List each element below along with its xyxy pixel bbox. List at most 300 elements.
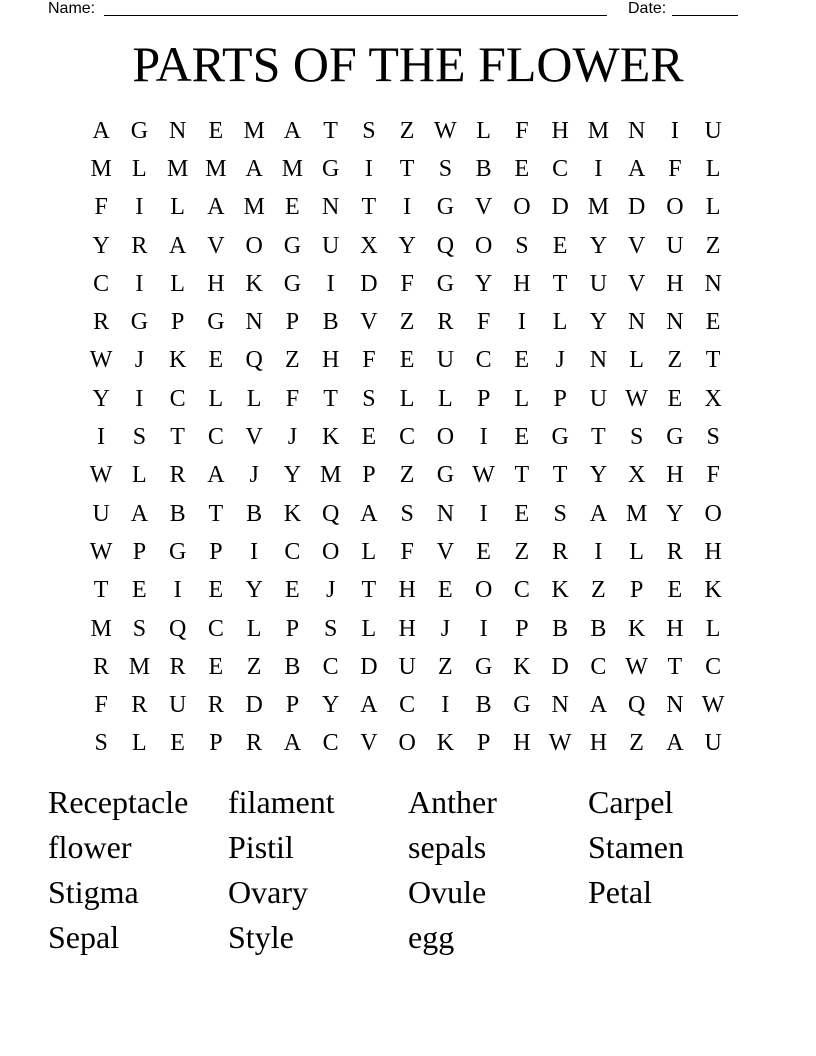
grid-letter: R [552, 538, 569, 565]
grid-letter: F [362, 347, 376, 374]
grid-letter: G [207, 309, 225, 336]
grid-letter: L [170, 194, 185, 221]
grid-letter: U [589, 385, 608, 412]
grid-letter: N [168, 117, 187, 144]
grid-letter: W [548, 730, 572, 757]
grid-letter: T [514, 462, 530, 489]
grid-letter: P [515, 615, 529, 642]
grid-letter: E [132, 577, 147, 604]
grid-letter: R [207, 692, 224, 719]
grid-letter: C [399, 692, 416, 719]
grid-letter: N [666, 309, 684, 336]
grid-letter: H [321, 347, 340, 374]
grid-letter: E [476, 538, 491, 565]
grid-letter: I [479, 500, 488, 527]
grid-letter: A [589, 500, 608, 527]
grid-letter: X [360, 232, 378, 259]
grid-letter: E [514, 347, 530, 374]
grid-letter: T [323, 385, 338, 412]
grid-letter: U [589, 270, 608, 297]
grid-letter: O [704, 500, 722, 527]
grid-letter: S [362, 385, 376, 412]
grid-letter: F [400, 538, 414, 565]
grid-letter: L [246, 385, 262, 412]
grid-letter: N [245, 309, 263, 336]
grid-letter: M [625, 500, 648, 527]
grid-letter: Z [399, 309, 415, 336]
grid-letter: G [321, 155, 340, 182]
grid-letter: L [208, 385, 224, 412]
grid-letter: G [436, 270, 455, 297]
grid-letter: C [475, 347, 492, 374]
name-blank-line [104, 14, 607, 16]
word-bank-item: filament [228, 784, 335, 820]
grid-letter: L [361, 615, 377, 642]
grid-letter: Z [667, 347, 683, 374]
grid-letter: G [666, 424, 684, 451]
grid-letter: S [706, 424, 720, 451]
grid-letter: S [323, 615, 338, 642]
grid-letter: G [283, 270, 302, 297]
date-label: Date: [628, 0, 667, 17]
grid-letter: B [284, 653, 301, 680]
grid-letter: D [627, 194, 646, 221]
grid-letter: H [398, 615, 416, 642]
grid-letter: E [667, 385, 683, 412]
grid-letter: R [131, 692, 148, 719]
grid-letter: K [168, 347, 187, 374]
grid-letter: G [551, 424, 569, 451]
grid-letter: G [513, 692, 531, 719]
grid-letter: L [170, 270, 185, 297]
worksheet-header [48, 0, 740, 20]
grid-letter: Q [321, 500, 340, 527]
grid-letter: V [474, 194, 493, 221]
grid-letter: N [321, 194, 340, 221]
grid-letter: D [551, 653, 569, 680]
grid-letter: J [440, 615, 451, 642]
grid-letter: C [322, 653, 339, 680]
grid-letter: A [360, 500, 378, 527]
grid-letter: Y [92, 385, 110, 412]
grid-letter: O [474, 232, 493, 259]
word-bank-item: Receptacle [48, 784, 189, 820]
grid-letter: I [479, 615, 488, 642]
grid-letter: I [97, 424, 106, 451]
grid-letter: L [361, 538, 377, 565]
grid-letter: W [701, 692, 725, 719]
grid-letter: S [94, 730, 108, 757]
word-bank-item: flower [48, 829, 132, 865]
grid-letter: E [208, 653, 224, 680]
grid-letter: M [587, 117, 610, 144]
grid-letter: T [591, 424, 606, 451]
grid-letter: E [208, 347, 224, 374]
grid-letter: A [207, 462, 225, 489]
grid-letter: L [629, 538, 644, 565]
word-bank-item: sepals [408, 829, 487, 865]
grid-letter: Z [514, 538, 530, 565]
grid-letter: L [629, 347, 644, 374]
grid-letter: M [243, 117, 265, 144]
grid-letter: C [93, 270, 110, 297]
grid-letter: Z [285, 347, 300, 374]
grid-letter: H [207, 270, 225, 297]
grid-letter: N [627, 309, 646, 336]
grid-letter: E [170, 730, 185, 757]
grid-letter: X [627, 462, 646, 489]
grid-letter: E [667, 577, 683, 604]
grid-letter: N [627, 117, 646, 144]
grid-letter: D [551, 194, 569, 221]
grid-letter: Q [245, 347, 263, 374]
grid-letter: A [207, 194, 225, 221]
grid-letter: R [131, 232, 148, 259]
grid-letter: G [436, 462, 455, 489]
grid-letter: L [705, 194, 721, 221]
grid-letter: S [515, 232, 529, 259]
grid-letter: N [666, 692, 684, 719]
grid-letter: C [399, 424, 416, 451]
word-bank-item: Pistil [228, 829, 294, 865]
grid-letter: S [553, 500, 567, 527]
grid-letter: K [627, 615, 646, 642]
grid-letter: Y [245, 577, 263, 604]
grid-letter: Y [666, 500, 684, 527]
grid-letter: S [629, 424, 644, 451]
grid-letter: P [285, 692, 300, 719]
grid-letter: B [475, 692, 492, 719]
grid-letter: L [399, 385, 415, 412]
grid-letter: K [245, 270, 263, 297]
grid-letter: V [207, 232, 225, 259]
grid-letter: N [704, 270, 722, 297]
grid-letter: G [436, 194, 455, 221]
grid-letter: W [625, 385, 648, 412]
grid-letter: B [169, 500, 186, 527]
grid-letter: I [135, 385, 144, 412]
grid-letter: R [246, 730, 263, 757]
grid-letter: E [361, 424, 377, 451]
grid-letter: Y [398, 232, 416, 259]
grid-letter: I [135, 194, 144, 221]
grid-letter: A [283, 730, 302, 757]
grid-letter: Y [474, 270, 493, 297]
grid-letter: F [668, 155, 682, 182]
word-bank-item: Petal [588, 874, 652, 910]
grid-letter: J [555, 347, 565, 374]
grid-letter: E [552, 232, 568, 259]
grid-letter: K [513, 653, 531, 680]
grid-letter: S [132, 424, 147, 451]
grid-letter: L [552, 309, 568, 336]
grid-letter: A [666, 730, 684, 757]
word-bank-item: Stigma [48, 874, 139, 910]
word-bank-item: Carpel [588, 784, 674, 820]
grid-letter: I [594, 155, 603, 182]
grid-letter: T [170, 424, 185, 451]
word-bank-item: Anther [408, 784, 497, 820]
grid-letter: F [515, 117, 529, 144]
grid-letter: E [208, 577, 224, 604]
grid-letter: J [325, 577, 336, 604]
grid-letter: F [400, 270, 414, 297]
grid-letter: A [168, 232, 187, 259]
grid-letter: C [169, 385, 186, 412]
grid-letter: E [438, 577, 453, 604]
grid-letter: Y [283, 462, 302, 489]
grid-letter: D [245, 692, 263, 719]
grid-letter: L [514, 385, 530, 412]
grid-letter: E [514, 424, 530, 451]
grid-letter: M [243, 194, 265, 221]
grid-letter: T [705, 347, 721, 374]
grid-letter: U [168, 692, 187, 719]
grid-letter: V [436, 538, 455, 565]
grid-letter: M [281, 155, 304, 182]
grid-letter: T [361, 577, 377, 604]
grid-letter: M [90, 155, 112, 182]
grid-letter: R [93, 309, 110, 336]
grid-letter: T [93, 577, 109, 604]
grid-letter: L [705, 155, 721, 182]
grid-letter: O [436, 424, 455, 451]
grid-letter: C [513, 577, 530, 604]
grid-letter: M [166, 155, 189, 182]
grid-letter: M [205, 155, 227, 182]
grid-letter: Y [589, 232, 608, 259]
grid-letter: Y [589, 309, 608, 336]
grid-letter: H [513, 270, 531, 297]
grid-letter: U [321, 232, 340, 259]
grid-letter: L [132, 462, 147, 489]
grid-letter: P [285, 615, 300, 642]
grid-letter: L [476, 117, 491, 144]
grid-letter: C [590, 653, 607, 680]
grid-letter: Y [92, 232, 110, 259]
grid-letter: B [552, 615, 569, 642]
grid-letter: A [245, 155, 263, 182]
grid-letter: B [475, 155, 492, 182]
grid-letter: W [89, 462, 113, 489]
grid-letter: O [398, 730, 416, 757]
grid-letter: W [89, 538, 113, 565]
grid-letter: K [321, 424, 340, 451]
grid-letter: M [587, 194, 610, 221]
word-bank-item: Ovule [408, 874, 487, 910]
grid-letter: W [434, 117, 457, 144]
grid-letter: Q [168, 615, 187, 642]
grid-letter: A [130, 500, 149, 527]
grid-letter: W [89, 347, 113, 374]
grid-letter: F [476, 309, 491, 336]
grid-letter: L [246, 615, 262, 642]
grid-letter: Z [629, 730, 644, 757]
grid-letter: R [93, 653, 110, 680]
grid-letter: D [360, 270, 378, 297]
grid-letter: C [705, 653, 722, 680]
grid-letter: K [704, 577, 722, 604]
grid-letter: Y [589, 462, 608, 489]
word-bank-item: Stamen [588, 829, 684, 865]
grid-letter: L [132, 730, 147, 757]
grid-letter: F [285, 385, 300, 412]
grid-letter: P [209, 538, 223, 565]
grid-letter: E [208, 117, 224, 144]
grid-letter: P [209, 730, 223, 757]
grid-letter: R [666, 538, 683, 565]
grid-letter: P [362, 462, 376, 489]
grid-letter: L [132, 155, 147, 182]
grid-letter: Y [321, 692, 340, 719]
grid-letter: I [364, 155, 373, 182]
grid-letter: H [704, 538, 722, 565]
grid-letter: E [285, 577, 300, 604]
grid-letter: I [135, 270, 144, 297]
grid-letter: J [287, 424, 298, 451]
grid-letter: H [398, 577, 416, 604]
grid-letter: S [400, 500, 414, 527]
grid-letter: A [283, 117, 302, 144]
grid-letter: K [283, 500, 302, 527]
grid-letter: H [666, 270, 684, 297]
grid-letter: T [323, 117, 338, 144]
grid-letter: I [403, 194, 412, 221]
grid-letter: E [514, 500, 530, 527]
grid-letter: M [90, 615, 112, 642]
grid-letter: N [551, 692, 569, 719]
grid-letter: L [438, 385, 453, 412]
grid-letter: R [169, 653, 186, 680]
grid-letter: V [627, 270, 646, 297]
grid-letter: T [552, 270, 568, 297]
grid-letter: G [168, 538, 187, 565]
grid-letter: D [360, 653, 378, 680]
grid-letter: P [476, 730, 491, 757]
grid-letter: C [284, 538, 301, 565]
grid-letter: Z [399, 462, 415, 489]
grid-letter: K [436, 730, 455, 757]
grid-letter: R [437, 309, 454, 336]
word-bank-item: egg [408, 919, 455, 955]
grid-letter: T [361, 194, 377, 221]
grid-letter: P [132, 538, 147, 565]
grid-letter: G [283, 232, 302, 259]
grid-letter: P [553, 385, 567, 412]
page-title: PARTS OF THE FLOWER [132, 36, 684, 92]
grid-letter: L [705, 615, 721, 642]
grid-letter: B [590, 615, 607, 642]
grid-letter: U [398, 653, 416, 680]
grid-letter: K [551, 577, 569, 604]
grid-letter: I [479, 424, 488, 451]
grid-letter: U [704, 117, 722, 144]
grid-letter: G [130, 117, 149, 144]
grid-letter: V [360, 730, 378, 757]
grid-letter: I [594, 538, 603, 565]
grid-letter: S [362, 117, 376, 144]
grid-letter: W [625, 653, 648, 680]
grid-letter: C [322, 730, 339, 757]
grid-letter: S [132, 615, 147, 642]
grid-letter: T [552, 462, 568, 489]
grid-letter: Z [591, 577, 606, 604]
grid-letter: C [552, 155, 569, 182]
grid-letter: T [208, 500, 224, 527]
word-bank-item: Ovary [228, 874, 308, 910]
grid-letter: O [245, 232, 263, 259]
grid-letter: F [94, 194, 108, 221]
grid-letter: P [170, 309, 185, 336]
grid-letter: U [704, 730, 722, 757]
grid-letter: M [128, 653, 151, 680]
grid-letter: P [476, 385, 491, 412]
grid-letter: E [399, 347, 415, 374]
word-bank-item: Style [228, 919, 294, 955]
grid-letter: Z [438, 653, 453, 680]
grid-letter: E [514, 155, 530, 182]
grid-letter: C [207, 615, 224, 642]
grid-letter: E [285, 194, 300, 221]
grid-letter: T [399, 155, 415, 182]
grid-letter: R [169, 462, 186, 489]
grid-letter: I [250, 538, 259, 565]
grid-letter: Q [436, 232, 455, 259]
grid-letter: H [589, 730, 608, 757]
grid-letter: B [322, 309, 339, 336]
grid-letter: M [319, 462, 342, 489]
grid-letter: P [285, 309, 300, 336]
word-search-grid [82, 112, 732, 763]
grid-letter: N [589, 347, 608, 374]
grid-letter: S [438, 155, 453, 182]
grid-letter: A [589, 692, 608, 719]
word-bank [48, 780, 768, 960]
grid-letter: B [246, 500, 263, 527]
grid-letter: X [704, 385, 722, 412]
grid-letter: C [207, 424, 224, 451]
grid-letter: J [249, 462, 259, 489]
grid-letter: T [667, 653, 683, 680]
grid-letter: O [474, 577, 493, 604]
grid-letter: G [474, 653, 493, 680]
grid-letter: A [360, 692, 378, 719]
grid-letter: I [517, 309, 526, 336]
grid-letter: U [92, 500, 110, 527]
grid-letter: I [326, 270, 335, 297]
grid-letter: H [666, 462, 684, 489]
word-bank-item: Sepal [48, 919, 120, 955]
grid-letter: H [551, 117, 569, 144]
grid-letter: I [441, 692, 450, 719]
grid-letter: F [94, 692, 108, 719]
grid-letter: I [173, 577, 182, 604]
grid-letter: A [627, 155, 646, 182]
grid-letter: N [436, 500, 455, 527]
grid-letter: Q [627, 692, 646, 719]
grid-letter: H [666, 615, 684, 642]
grid-letter: V [360, 309, 378, 336]
name-label: Name: [48, 0, 96, 17]
grid-letter: Z [246, 653, 262, 680]
grid-letter: Z [705, 232, 721, 259]
grid-letter: O [666, 194, 684, 221]
grid-letter: U [436, 347, 455, 374]
grid-letter: O [513, 194, 531, 221]
grid-letter: U [666, 232, 684, 259]
grid-letter: E [705, 309, 721, 336]
date-blank-line [672, 14, 738, 16]
